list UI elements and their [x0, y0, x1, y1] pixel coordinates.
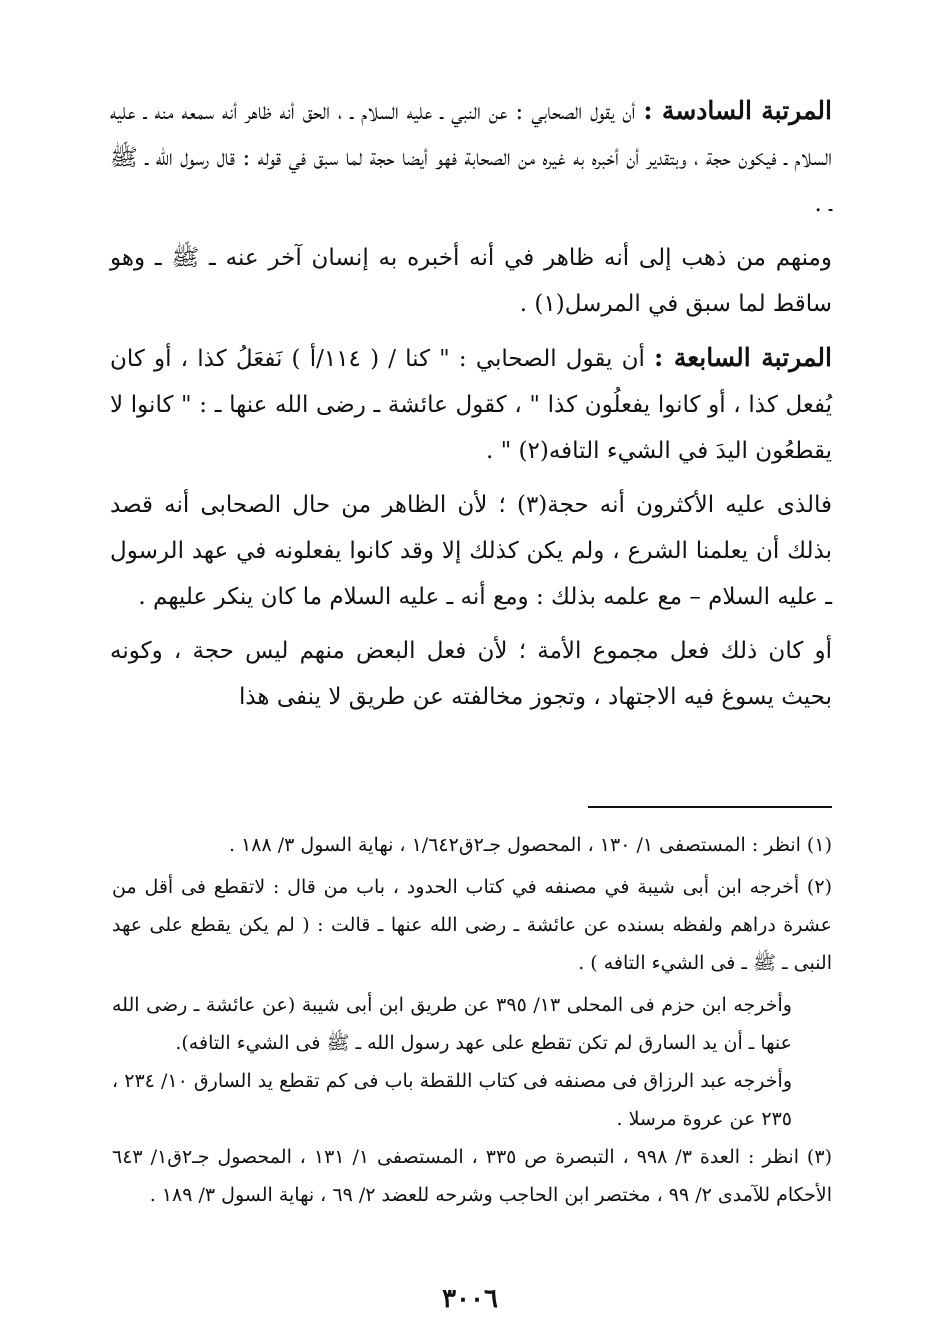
footnote-1: (١) انظر : المستصفى ١/ ١٣٠ ، المحصول جـ٢ق١/٦٤٢ ، نهاية السول ٣/ ١٨٨ .	[228, 834, 832, 856]
rank-six-body: أن يقول الصحابي : عن النبي ـ عليه السلام ـ ، الحق أنه ظاهر أنه سمعه منه ـ عليه السلام ـ فيكون حجة ، وبتقدير أن أخبره به غيره من الصحابة فهو أيضا حجة لما سبق في قوله : قال رسول الله ـ ﷺ ـ .	[110, 99, 832, 217]
paragraph-rank-six	[110, 88, 832, 227]
footnote-2-abd-al-razzaq: وأخرجه عبد الرزاق فى مصنفه فى كتاب اللقطة باب فى كم تقطع يد السارق ١٠/ ٢٣٤ ، ٢٣٥ عن عروة مرسلا .	[112, 1070, 792, 1130]
page-number: ٣٠٠٦	[442, 1284, 498, 1314]
rank-seven-body: أن يقول الصحابي : " كنا / ( ١١٤/أ ) نَفعَلُ كذا ، أو كان يُفعل كذا ، أو كانوا يفعلُون كذا " ، كقول عائشة ـ رضى الله عنها ـ : " كانوا لا يقطعُون اليدَ في الشيء التافه(٢) " .	[110, 346, 832, 464]
paragraph-majority-view: فالذى عليه الأكثرون أنه حجة(٣) ؛ لأن الظاهر من حال الصحابى أنه قصد بذلك أن يعلمنا الشرع ، ولم يكن كذلك إلا وقد كانوا يفعلونه في عهد الرسول ـ عليه السلام – مع علمه بذلك : ومع أنه ـ عليه السلام ما كان ينكر عليهم .	[110, 492, 833, 610]
footnotes	[112, 826, 832, 1218]
rank-seven-heading: المرتبة السابعة :	[654, 343, 832, 372]
paragraph-opposing-view: ومنهم من ذهب إلى أنه ظاهر في أنه أخبره به إنسان آخر عنه ـ ﷺ ـ وهو ساقط لما سبق في المرسل(١) .	[110, 245, 832, 317]
rank-six-heading: المرتبة السادسة :	[643, 96, 832, 125]
footnote-3: (٣) انظر : العدة ٣/ ٩٩٨ ، التبصرة ص ٣٣٥ ، المستصفى ١/ ١٣١ ، المحصول جـ٢ق١/ ٦٤٣ الأحكام للآمدى ٢/ ٩٩ ، مختصر ابن الحاجب وشرحه للعضد ٢/ ٦٩ ، نهاية السول ٣/ ١٨٩ .	[112, 1146, 832, 1206]
paragraph-collective-action: أو كان ذلك فعل مجموع الأمة ؛ لأن فعل البعض منهم ليس حجة ، وكونه بحيث يسوغ فيه الاجتهاد ، وتجوز مخالفته عن طريق لا ينفى هذا	[110, 638, 832, 710]
footnote-2: (٢) أخرجه ابن أبى شيبة في مصنفه في كتاب الحدود ، باب من قال : لاتقطع فى أقل من عشرة دراهم ولفظه بسنده عن عائشة ـ رضى الله عنها ـ قالت : ( لم يكن يقطع على عهد النبى ـ ﷺ ـ فى الشيء التافه ) .	[112, 876, 832, 974]
footnote-divider	[588, 806, 832, 808]
main-text	[110, 88, 832, 728]
footnote-2-ibn-hazm: وأخرجه ابن حزم فى المحلى ١٣/ ٣٩٥ عن طريق ابن أبى شيبة (عن عائشة ـ رضى الله عنها ـ أن يد السارق لم تكن تقطع على عهد رسول الله ـ ﷺ فى الشيء التافه).	[112, 994, 792, 1054]
paragraph-rank-seven	[110, 335, 832, 474]
